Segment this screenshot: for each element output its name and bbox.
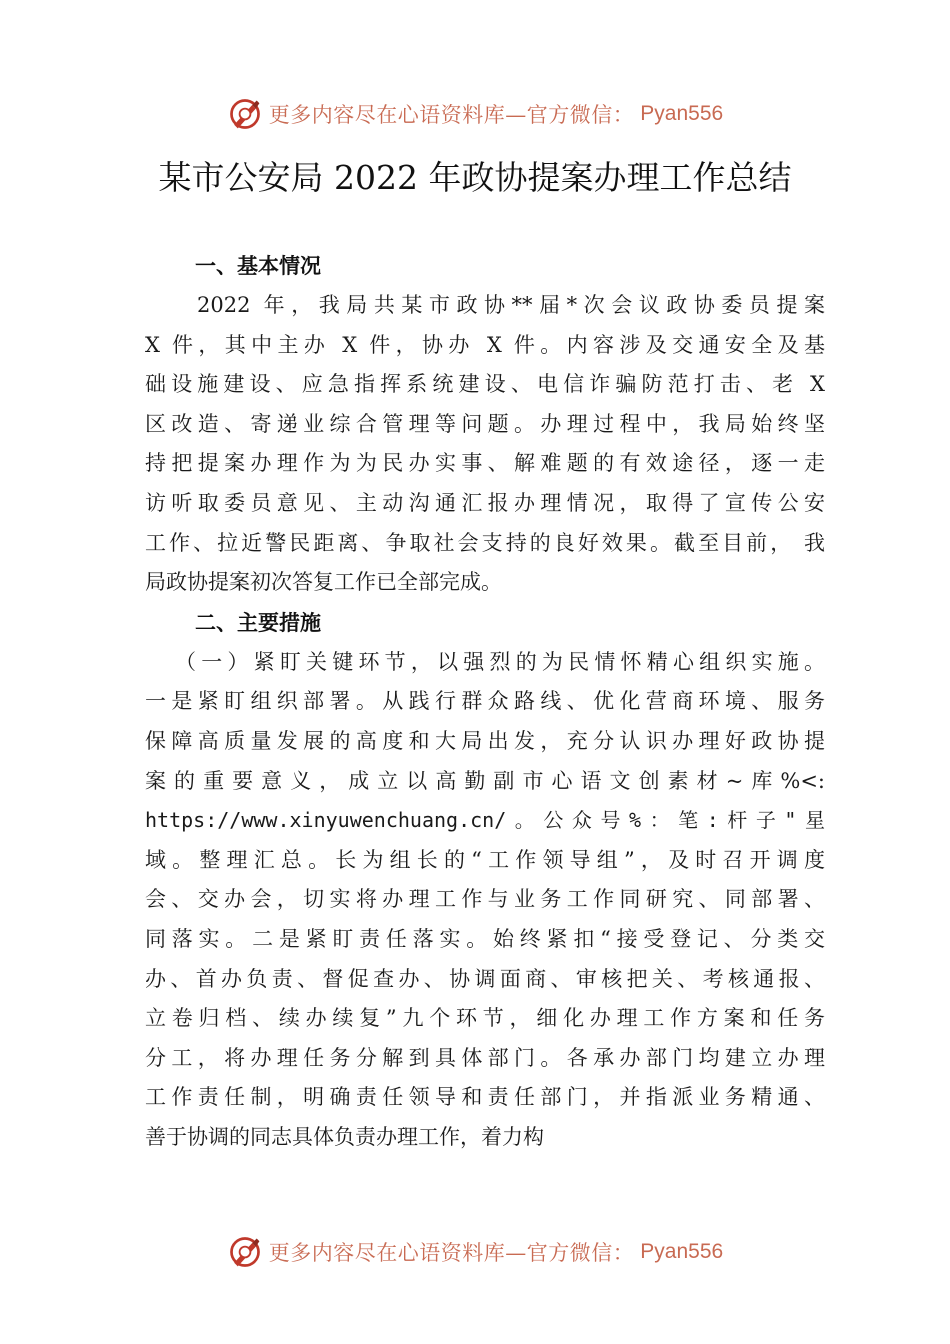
text-line: 区改造、寄递业综合管理等问题。办理过程中，我局始终坚 — [145, 411, 825, 436]
document-body — [145, 246, 825, 1157]
text-line: 2022 年，我局共某市政协**届*次会议政协委员提案 — [197, 293, 825, 317]
text-line: 会、交办会，切实将办理工作与业务工作同研究、同部署、 — [145, 887, 825, 912]
paragraph-basic-situation — [145, 286, 825, 603]
text-line: 访听取委员意见、主动沟通汇报办理情况，取得了宣传公安 — [145, 490, 825, 515]
section-heading-measures: 二、主要措施 — [195, 610, 321, 635]
text-line: 持把提案办理作为为民办实事、解难题的有效途径，逐一走 — [145, 451, 825, 476]
paragraph-main-measures — [145, 643, 825, 1158]
pen-logo-icon — [227, 96, 263, 132]
text-line: 工作、拉近警民距离、争取社会支持的良好效果。截至目前， 我 — [145, 530, 825, 555]
banner-wechat-id: Pyan556 — [640, 102, 724, 125]
text-line: 一是紧盯组织部署。从践行群众路线、优化营商环境、服务 — [145, 689, 825, 714]
banner-wechat-id: Pyan556 — [640, 1240, 724, 1263]
text-line: 立卷归档、续办续复”九个环节，细化办理工作方案和任务 — [145, 1006, 825, 1031]
text-line: （一）紧盯关键环节，以强烈的为民情怀精心组织实施。 — [175, 649, 825, 674]
text-line: 础设施建设、应急指挥系统建设、电信诈骗防范打击、老 X — [145, 372, 825, 397]
text-line: 保障高质量发展的高度和大局出发，充分认识办理好政协提 — [145, 728, 825, 753]
text-line: 同落实。二是紧盯责任落实。始终紧扣“接受登记、分类交 — [145, 926, 825, 951]
text-line-url: https://www.xinyuwenchuang.cn/。公众号%：笔:杆子"星 — [145, 808, 825, 833]
text-line: 案的重要意义，成立以高勤副市心语文创素材~库%<: — [145, 768, 825, 793]
section-heading-basic: 一、基本情况 — [195, 254, 321, 278]
text-line: 分工，将办理任务分解到具体部门。各承办部门均建立办理 — [145, 1045, 825, 1070]
banner-text: 更多内容尽在心语资料库—官方微信： — [268, 103, 635, 127]
text-line: X 件，其中主办 X 件，协办 X 件。内容涉及交通安全及基 — [145, 332, 825, 357]
text-line: 工作责任制，明确责任领导和责任部门，并指派业务精通、 — [145, 1085, 825, 1110]
text-line: 域。整理汇总。长为组长的“工作领导组”，及时召开调度 — [145, 847, 825, 872]
text-line: 办、首办负责、督促查办、协调面商、审核把关、考核通报、 — [145, 966, 825, 991]
header-watermark-banner — [0, 94, 950, 134]
text-line: 局政协提案初次答复工作已全部完成。 — [145, 570, 502, 595]
footer-watermark-banner — [0, 1232, 950, 1272]
pen-logo-icon — [227, 1234, 263, 1270]
text-line: 善于协调的同志具体负责办理工作，着力构 — [145, 1124, 544, 1149]
banner-text: 更多内容尽在心语资料库—官方微信： — [268, 1241, 635, 1265]
page-title: 某市公安局 2022 年政协提案办理工作总结 — [158, 158, 792, 197]
